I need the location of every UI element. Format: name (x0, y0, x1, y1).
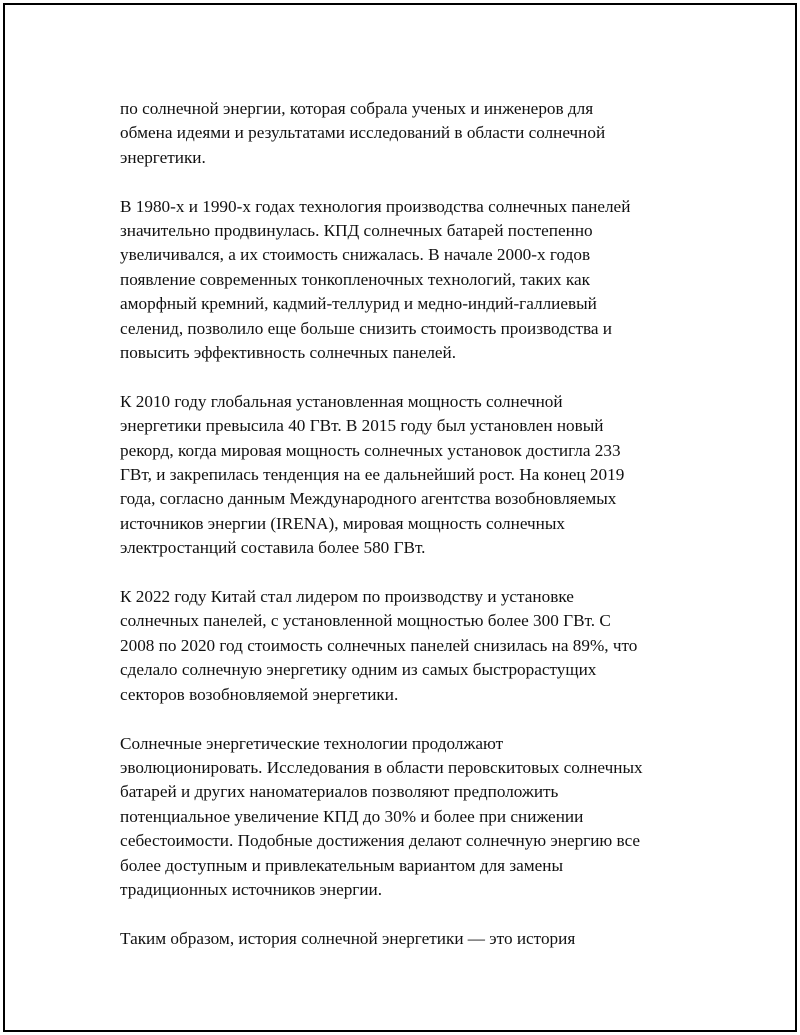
text-line: аморфный кремний, кадмий-теллурид и медно-индий-галлиевый (120, 294, 597, 314)
text-line: значительно продвинулась. КПД солнечных батарей постепенно (120, 221, 593, 241)
text-line: потенциальное увеличение КПД до 30% и более при снижении (120, 806, 584, 826)
paragraph-1 (120, 97, 700, 170)
text-line: эволюционировать. Исследования в области перовскитовых солнечных (120, 757, 643, 777)
paragraph-5 (120, 732, 700, 903)
text-line: батарей и других наноматериалов позволяют предположить (120, 782, 559, 802)
text-line: обмена идеями и результатами исследований в области солнечной (120, 123, 606, 143)
text-line: энергетики превысила 40 ГВт. В 2015 году был установлен новый (120, 416, 604, 436)
paragraph-4 (120, 585, 700, 707)
text-line: сделало солнечную энергетику одним из самых быстрорастущих (120, 660, 597, 680)
text-line: солнечных панелей, с установленной мощностью более 300 ГВт. С (120, 611, 611, 631)
paragraph-2 (120, 195, 700, 366)
text-line: 2008 по 2020 год стоимость солнечных панелей снизилась на 89%, что (120, 635, 638, 655)
text-line: себестоимости. Подобные достижения делают солнечную энергию все (120, 831, 641, 851)
text-line: Таким образом, история солнечной энергетики — это история (120, 928, 576, 948)
text-line: К 2022 году Китай стал лидером по производству и установке (120, 587, 574, 607)
text-line: повысить эффективность солнечных панелей. (120, 343, 457, 363)
text-line: К 2010 году глобальная установленная мощность солнечной (120, 391, 563, 411)
text-line: традиционных источников энергии. (120, 879, 383, 899)
text-line: энергетики. (120, 147, 206, 167)
text-line: селенид, позволило еще больше снизить стоимость производства и (120, 318, 612, 338)
text-line: В 1980-х и 1990-х годах технология производства солнечных панелей (120, 196, 631, 216)
document-body (120, 97, 700, 976)
text-line: появление современных тонкопленочных технологий, таких как (120, 269, 591, 289)
paragraph-6 (120, 927, 700, 951)
text-line: по солнечной энергии, которая собрала ученых и инженеров для (120, 99, 594, 118)
text-line: года, согласно данным Международного агентства возобновляемых (120, 489, 617, 509)
text-line: увеличивался, а их стоимость снижалась. В начале 2000-х годов (120, 245, 591, 265)
paragraph-3 (120, 390, 700, 561)
document-page (3, 3, 797, 1032)
text-line: более доступным и привлекательным вариантом для замены (120, 855, 564, 875)
text-line: источников энергии (IRENA), мировая мощность солнечных (120, 513, 566, 533)
text-line: Солнечные энергетические технологии продолжают (120, 733, 504, 753)
text-line: ГВт, и закрепилась тенденция на ее дальнейший рост. На конец 2019 (120, 465, 625, 485)
text-line: рекорд, когда мировая мощность солнечных установок достигла 233 (120, 440, 621, 460)
text-line: электростанций составила более 580 ГВт. (120, 538, 426, 558)
text-line: секторов возобновляемой энергетики. (120, 684, 399, 704)
